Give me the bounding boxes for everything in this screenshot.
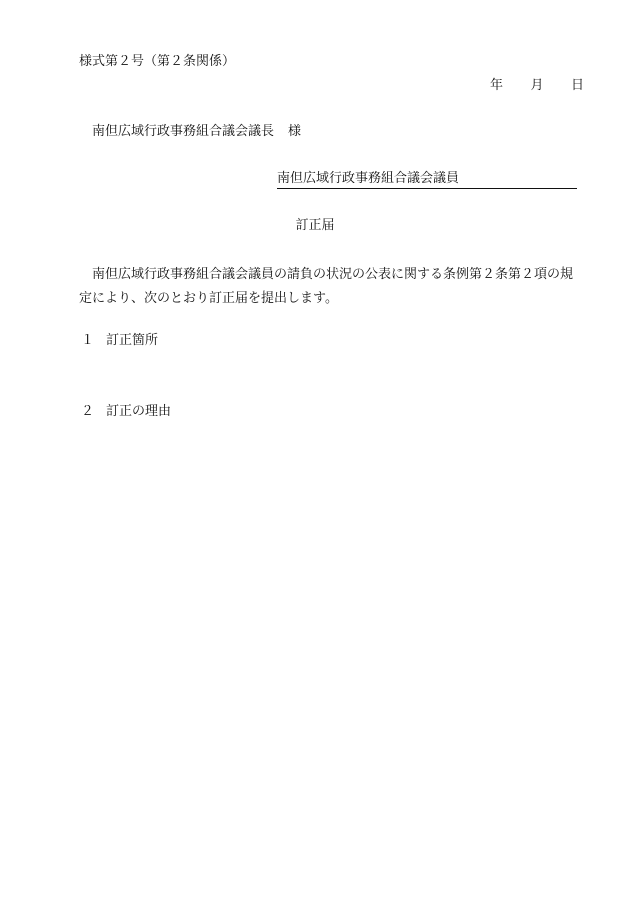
form-number: 様式第２号（第２条関係）: [79, 54, 236, 69]
year-label: 年: [490, 78, 504, 93]
body-text: 南但広域行政事務組合議会議員の請負の状況の公表に関する条例第２条第２項の規定により、次のとおり訂正届を提出します。: [79, 267, 574, 306]
addressee-honorific: 様: [288, 124, 302, 139]
item-correction-location: [81, 333, 158, 349]
item-number: １: [81, 333, 95, 348]
sender-field: [277, 171, 577, 189]
item-label: 訂正箇所: [106, 333, 159, 348]
day-label: 日: [570, 78, 584, 93]
month-label: 月: [530, 78, 544, 93]
document-title: 訂正届: [295, 218, 335, 233]
date-line: [490, 78, 584, 94]
sender-title: 南但広域行政事務組合議会議員: [277, 171, 460, 186]
addressee: [92, 124, 301, 140]
addressee-name: 南但広域行政事務組合議会議長: [92, 124, 275, 139]
item-number: ２: [81, 404, 95, 419]
item-correction-reason: [81, 404, 171, 420]
item-label: 訂正の理由: [106, 404, 172, 419]
